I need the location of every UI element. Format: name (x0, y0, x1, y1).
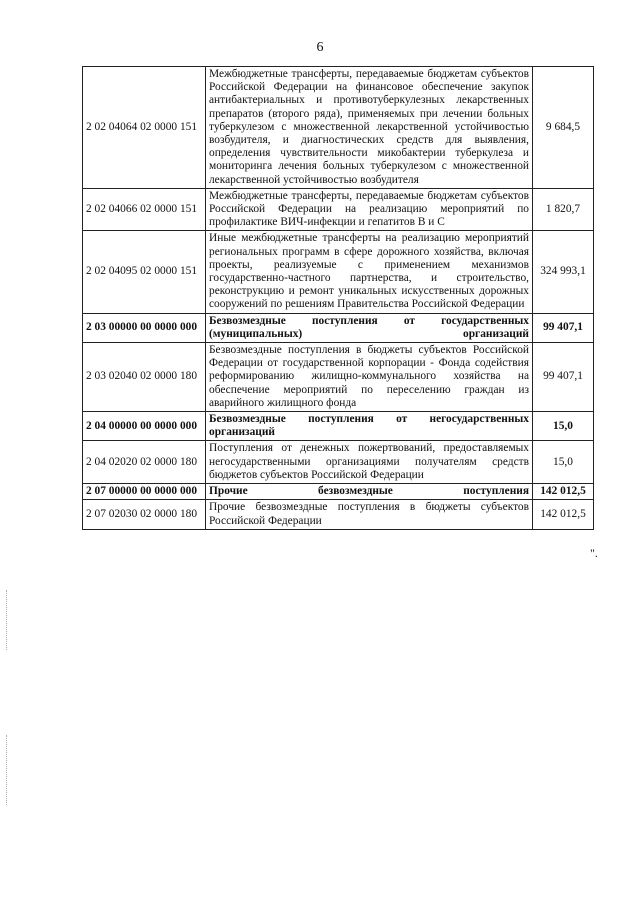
page-number: 6 (316, 40, 324, 55)
amount-cell: 324 993,1 (533, 231, 594, 313)
budget-code-cell: 2 02 04066 02 0000 151 (83, 188, 206, 231)
budget-code-cell: 2 04 02020 02 0000 180 (83, 441, 206, 484)
table-row (83, 500, 594, 529)
table-row (83, 484, 594, 500)
amount-cell: 1 820,7 (533, 188, 594, 231)
item-name-cell: Межбюджетные трансферты, передаваемые бюджетам субъектов Российской Федерации на реализацию мероприятий по профилактике ВИЧ-инфекции и гепатитов В и С (206, 188, 533, 231)
table-row (83, 441, 594, 484)
budget-code-cell: 2 02 04064 02 0000 151 (83, 67, 206, 189)
budget-code-cell: 2 07 00000 00 0000 000 (83, 484, 206, 500)
amount-cell: 15,0 (533, 412, 594, 441)
budget-revenue-table (82, 66, 594, 530)
closing-quote-mark: ". (590, 546, 598, 560)
budget-code-cell: 2 02 04095 02 0000 151 (83, 231, 206, 313)
left-margin-dots (6, 590, 8, 650)
amount-cell: 99 407,1 (533, 313, 594, 342)
amount-cell: 9 684,5 (533, 67, 594, 189)
amount-cell: 15,0 (533, 441, 594, 484)
amount-cell: 99 407,1 (533, 343, 594, 412)
table-row (83, 343, 594, 412)
item-name-cell: Поступления от денежных пожертвований, предоставляемых негосударственными организациями получателям средств бюджетов субъектов Российской Федерации (206, 441, 533, 484)
table-row (83, 412, 594, 441)
table-row (83, 188, 594, 231)
table-body (83, 67, 594, 530)
item-name-cell: Безвозмездные поступления в бюджеты субъектов Российской Федерации от государственной корпорации - Фонда содействия реформированию жилищно-коммунального хозяйства на обеспечение мероприятий по переселению граждан из аварийного жилищного фонда (206, 343, 533, 412)
amount-cell: 142 012,5 (533, 500, 594, 529)
item-name-cell: Межбюджетные трансферты, передаваемые бюджетам субъектов Российской Федерации на финансовое обеспечение закупок антибактериальных и противотуберкулезных лекарственных препаратов (второго ряда), применяемых при лечении больных туберкулезом с множественной лекарственной устойчивостью возбудителя, и диагностических средств для выявления, определения чувствительности микобактерии туберкулеза и мониторинга лечения больных туберкулезом с множественной лекарственной устойчивостью возбудителя (206, 67, 533, 189)
item-name-cell: Прочие безвозмездные поступления (206, 484, 533, 500)
budget-code-cell: 2 04 00000 00 0000 000 (83, 412, 206, 441)
table-row (83, 67, 594, 189)
item-name-cell: Прочие безвозмездные поступления в бюджеты субъектов Российской Федерации (206, 500, 533, 529)
budget-code-cell: 2 07 02030 02 0000 180 (83, 500, 206, 529)
table-row (83, 313, 594, 342)
table-row (83, 231, 594, 313)
amount-cell: 142 012,5 (533, 484, 594, 500)
left-margin-dots (6, 735, 8, 805)
budget-code-cell: 2 03 02040 02 0000 180 (83, 343, 206, 412)
item-name-cell: Безвозмездные поступления от негосударственных организаций (206, 412, 533, 441)
item-name-cell: Безвозмездные поступления от государственных (муниципальных) организаций (206, 313, 533, 342)
budget-code-cell: 2 03 00000 00 0000 000 (83, 313, 206, 342)
item-name-cell: Иные межбюджетные трансферты на реализацию мероприятий региональных программ в сфере дорожного хозяйства, включая проекты, реализуемые с применением механизмов государственно-частного партнерства, и строительство, реконструкцию и ремонт уникальных искусственных дорожных сооружений по решениям Правительства Российской Федерации (206, 231, 533, 313)
